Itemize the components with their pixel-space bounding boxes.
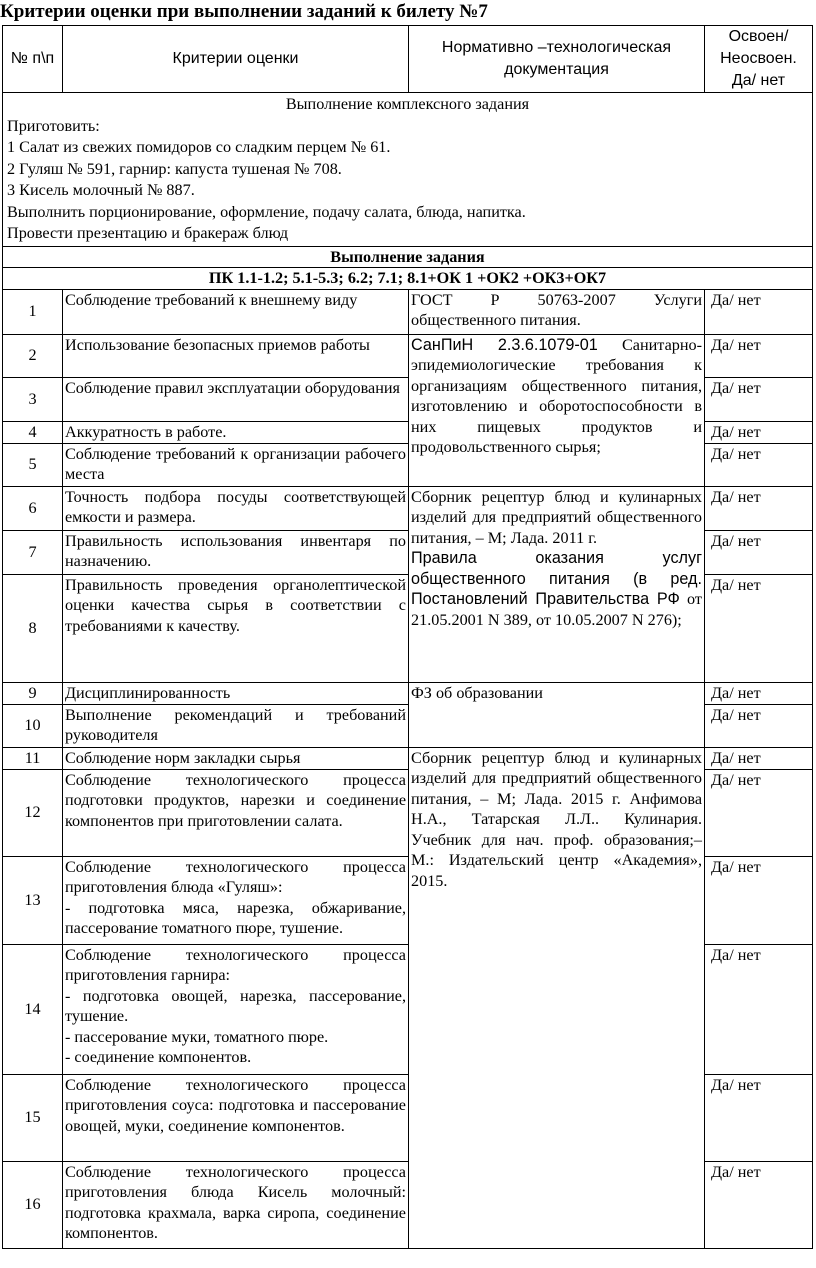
row-status: Да/ нет	[705, 944, 813, 1074]
doc-sanpin-code: СанПиН 2.3.6.1079-01	[411, 335, 598, 354]
header-docs: Нормативно –технологическая документация	[409, 26, 705, 93]
row-criterion: Правильность проведения органолептической оценки качества сырья в соответствии с требованиями к качеству.	[63, 574, 409, 682]
doc-anfimova: Анфимова Н.А., Татарская Л.Л.. Кулинария. Учебник для нач. проф. образования;– М.: Издательский центр «Академия», 2015.	[411, 789, 703, 890]
row-criterion: Правильность использования инвентаря по назначению.	[63, 530, 409, 574]
doc-recipes-textbook	[409, 747, 705, 1248]
row-num: 13	[3, 856, 63, 944]
row-num: 10	[3, 704, 63, 747]
row-status: Да/ нет	[705, 486, 813, 530]
doc-rules-1: Правила оказания услуг общественного питания (в ред. Постановлений Правительства РФ	[411, 549, 702, 608]
table-row	[3, 682, 813, 704]
row-criterion: Соблюдение требований к внешнему виду	[63, 289, 409, 334]
table-row	[3, 289, 813, 334]
task-line: 2 Гуляш № 591, гарнир: капуста тушеная № 708.	[7, 159, 342, 178]
header-row	[3, 26, 813, 93]
task-heading: Выполнение комплексного задания	[285, 95, 530, 113]
row-criterion: Соблюдение правил эксплуатации оборудования	[63, 377, 409, 421]
doc-rules-2: от 21.05.2001 N 389, от 10.05.2007 N 276);	[411, 590, 703, 629]
row-num: 1	[3, 289, 63, 334]
row-status: Да/ нет	[705, 1161, 813, 1248]
criteria-table	[2, 25, 813, 1249]
task-row	[3, 93, 813, 247]
row-status: Да/ нет	[705, 334, 813, 377]
row-num: 15	[3, 1074, 63, 1161]
row-num: 16	[3, 1161, 63, 1248]
row-criterion: Точность подбора посуды соответствующей емкости и размера.	[63, 486, 409, 530]
row-status: Да/ нет	[705, 530, 813, 574]
header-num: № п\п	[3, 26, 63, 93]
header-criteria: Критерии оценки	[63, 26, 409, 93]
row-num: 12	[3, 769, 63, 856]
row-num: 11	[3, 747, 63, 769]
doc-fz	[409, 682, 705, 747]
row-criterion: Соблюдение требований к организации рабочего места	[63, 443, 409, 486]
row-status: Да/ нет	[705, 1074, 813, 1161]
criterion-line: - подготовка овощей, нарезка, пассерование, тушение.	[65, 986, 406, 1025]
row-criterion	[63, 856, 409, 944]
page-title: Критерии оценки при выполнении заданий к билету №7	[0, 1, 488, 22]
task-line: 1 Салат из свежих помидоров со сладким перцем № 61.	[7, 138, 391, 156]
task-line: Выполнить порционирование, оформление, подачу салата, блюда, напитка.	[7, 202, 526, 221]
row-status: Да/ нет	[705, 377, 813, 421]
row-criterion: Соблюдение технологического процесса подготовки продуктов, нарезки и соединение компонентов при приготовлении салата.	[63, 769, 409, 856]
criterion-line: - пассерование муки, томатного пюре.	[65, 1027, 329, 1046]
criterion-line: - соединение компонентов.	[65, 1048, 252, 1066]
row-num: 9	[3, 682, 63, 704]
row-status: Да/ нет	[705, 769, 813, 856]
row-status: Да/ нет	[705, 574, 813, 682]
task-line: Провести презентацию и бракераж блюд	[7, 224, 289, 242]
doc-recipes-2015: Сборник рецептур блюд и кулинарных изделий для предприятий общественного питания, – М; Лада. 2015 г.	[411, 748, 702, 808]
table-row	[3, 334, 813, 377]
row-num: 4	[3, 421, 63, 443]
criterion-line: - подготовка мяса, нарезка, обжаривание, пассерование томатного пюре, тушение.	[65, 898, 406, 937]
doc-gost-text: ГОСТ Р 50763-2007 Услуги общественного питания.	[411, 290, 702, 329]
row-criterion: Выполнение рекомендаций и требований руководителя	[63, 704, 409, 747]
task-line: Приготовить:	[7, 116, 100, 135]
row-criterion: Использование безопасных приемов работы	[63, 334, 409, 377]
row-num: 3	[3, 377, 63, 421]
row-num: 2	[3, 334, 63, 377]
row-status: Да/ нет	[705, 682, 813, 704]
table-row	[3, 747, 813, 769]
criterion-line: Соблюдение технологического процесса приготовления гарнира:	[65, 945, 406, 984]
header-status: Освоен/ Неосвоен. Да/ нет	[705, 26, 813, 93]
row-criterion: Соблюдение технологического процесса приготовления соуса: подготовка и пассерование овощей, муки, соединение компонентов.	[63, 1074, 409, 1161]
doc-sanpin-text: Санитарно-эпидемиологические требования к организациям общественного питания, изготовлению и оборотоспособности в них пищевых продуктов и продовольственного сырья;	[411, 335, 702, 456]
doc-sanpin	[409, 334, 705, 486]
row-criterion: Соблюдение технологического процесса приготовления блюда Кисель молочный: подготовка крахмала, варка сиропа, соединение компонентов.	[63, 1161, 409, 1248]
row-num: 6	[3, 486, 63, 530]
task-block	[3, 93, 813, 247]
doc-recipes-rules	[409, 486, 705, 682]
criterion-line: Соблюдение технологического процесса приготовления блюда «Гуляш»:	[65, 857, 406, 896]
row-criterion: Аккуратность в работе.	[63, 421, 409, 443]
row-criterion: Соблюдение норм закладки сырья	[63, 747, 409, 769]
row-num: 5	[3, 443, 63, 486]
row-num: 7	[3, 530, 63, 574]
competencies: ПК 1.1-1.2; 5.1-5.3; 6.2; 7.1; 8.1+ОК 1 +ОК2 +ОК3+ОК7	[3, 268, 813, 290]
row-criterion: Дисциплинированность	[63, 682, 409, 704]
doc-gost	[409, 289, 705, 334]
row-status: Да/ нет	[705, 704, 813, 747]
row-status: Да/ нет	[705, 421, 813, 443]
task-line: 3 Кисель молочный № 887.	[7, 181, 195, 199]
row-num: 8	[3, 574, 63, 682]
row-criterion	[63, 944, 409, 1074]
doc-fz-text: ФЗ об образовании	[411, 683, 543, 702]
section-title: Выполнение задания	[3, 246, 813, 268]
row-status: Да/ нет	[705, 289, 813, 334]
row-status: Да/ нет	[705, 856, 813, 944]
table-row	[3, 486, 813, 530]
row-status: Да/ нет	[705, 443, 813, 486]
row-num: 14	[3, 944, 63, 1074]
doc-recipes-2011: Сборник рецептур блюд и кулинарных изделий для предприятий общественного питания, – М; Лада. 2011 г.	[411, 487, 702, 547]
row-status: Да/ нет	[705, 747, 813, 769]
